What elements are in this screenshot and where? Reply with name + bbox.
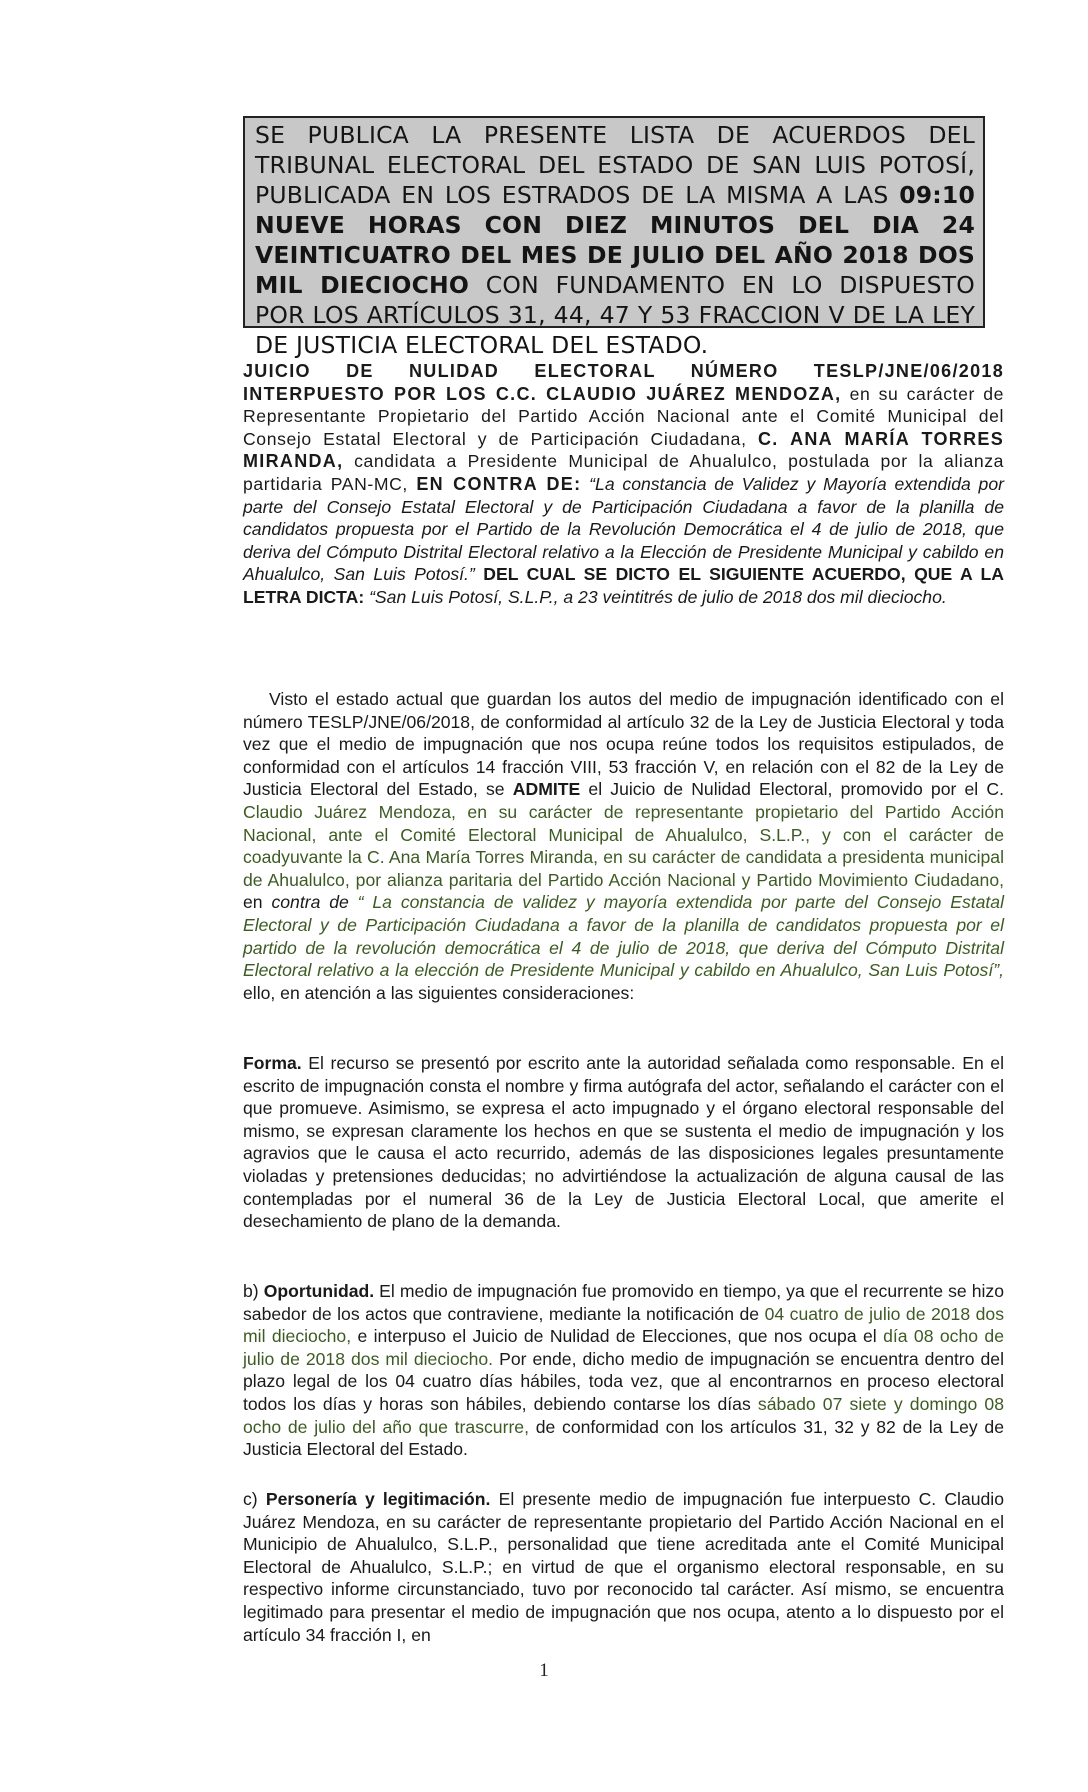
oportunidad-highlight-3: sábado 07 siete y domingo 08 ocho de julio del año que trascurre, [243, 1393, 1004, 1437]
oportunidad-text-c: Por ende, dicho medio de impugnación se encuentra dentro del plazo legal de los 04 cuatro días hábiles, toda vez, que al encontrarnos en proceso electoral todos los días y horas son hábiles, debiendo contarse los días [243, 1348, 1004, 1414]
co-plaintiff-name: C. ANA MARÍA TORRES MIRANDA, [243, 428, 1004, 472]
personeria-prefix: c) [243, 1489, 266, 1509]
oportunidad-highlight-2: día 08 ocho de julio de 2018 dos mil dieciocho. [243, 1326, 1004, 1369]
oportunidad-label: Oportunidad. [263, 1281, 375, 1301]
oportunidad-text-b: e interpuso el Juicio de Nulidad de Elecciones, que nos ocupa el [351, 1326, 884, 1347]
admite-label: ADMITE [512, 779, 581, 800]
contra-de-label: contra de [271, 892, 349, 913]
paragraph-visto [243, 688, 1004, 1004]
paragraph-forma [243, 1052, 1004, 1233]
case-header-paragraph [243, 360, 1004, 609]
case-text-1: en su carácter de Representante Propietario del Partido Acción Nacional ante el Comité Municipal del Consejo Estatal Electoral y de Participación Ciudadana, [243, 383, 1004, 449]
agreement-label: DEL CUAL SE DICTO EL SIGUIENTE ACUERDO, QUE A LA LETRA DICTA: [243, 564, 1004, 607]
paragraph-personeria [243, 1488, 1004, 1646]
visto-highlight-2: “ La constancia de validez y mayoría extendida por parte del Consejo Estatal Electoral y de Participación Ciudadana a favor de la planilla de candidatos propuesta por el partido de la revolución democrática el 4 de julio de 2018, que deriva del Cómputo Distrital Electoral relativo a la elección de Presidente Municipal y cabildo en Ahualulco, San Luis Potosí”, [243, 892, 1004, 981]
visto-text-a: Visto el estado actual que guardan los autos del medio de impugnación identificado con el número TESLP/JNE/06/2018, de conformidad al artículo 32 de la Ley de Justicia Electoral y toda vez que el medio de impugnación que nos ocupa reúne todos los requisitos estipulados, de conformidad con el artículos 14 fracción VIII, 53 fracción V, en relación con el 82 de la Ley de Justicia Electoral del Estado, se [243, 689, 1004, 800]
visto-text-d: ello, en atención a las siguientes consideraciones: [243, 982, 635, 1003]
visto-highlight-1: Claudio Juárez Mendoza, en su carácter de representante propietario del Partido Acción Nacional, ante el Comité Electoral Municipal de Ahualulco, S.L.P., y con el carácter de coadyuvante la C. Ana María Torres Miranda, en su carácter de candidata a presidenta municipal de Ahualulco, por alianza paritaria del Partido Acción Nacional y Partido Movimiento Ciudadano, [243, 801, 1004, 890]
oportunidad-prefix: b) [243, 1281, 264, 1301]
oportunidad-text-d: de conformidad con los artículos 31, 32 y 82 de la Ley de Justicia Electoral del Estado. [243, 1416, 1004, 1460]
personeria-label: Personería y legitimación. [265, 1489, 491, 1509]
visto-text-c: en [243, 892, 272, 913]
case-text-2: candidata a Presidente Municipal de Ahualulco, postulada por la alianza partidaria PAN-MC, [243, 451, 1004, 494]
notice-text-date: 09:10 NUEVE HORAS CON DIEZ MINUTOS DEL DIA 24 VEINTICUATRO DEL MES DE JULIO DEL AÑO 2018 DOS MIL DIECIOCHO [255, 181, 975, 299]
challenged-act-quote: “La constancia de Validez y Mayoría extendida por parte del Consejo Estatal Electoral y de Participación Ciudadana a favor de la planilla de candidatos propuesta por el Partido de la Revolución Democrática el 4 de julio de 2018, que deriva del Cómputo Distrital Electoral relativo a la Elección de Presidente Municipal y cabildo en Ahualulco, San Luis Potosí.” [243, 473, 1004, 585]
case-title: JUICIO DE NULIDAD ELECTORAL NÚMERO TESLP/JNE/06/2018 INTERPUESTO POR LOS C.C. CLAUDIO JUÁREZ MENDOZA, [243, 361, 1004, 404]
publication-notice-box [243, 116, 985, 359]
notice-text-intro: SE PUBLICA LA PRESENTE LISTA DE ACUERDOS DEL TRIBUNAL ELECTORAL DEL ESTADO DE SAN LUIS POTOSÍ, PUBLICADA EN LOS ESTRADOS DE LA MISMA A LAS [255, 121, 975, 209]
visto-text-b: el Juicio de Nulidad Electoral, promovido por el C. [580, 779, 1004, 800]
agreement-date: “San Luis Potosí, S.L.P., a 23 veintitrés de julio de 2018 dos mil dieciocho. [364, 586, 947, 607]
paragraph-oportunidad [243, 1280, 1004, 1461]
page-number: 1 [539, 1660, 549, 1681]
forma-label: Forma. [243, 1053, 302, 1073]
notice-text-basis: CON FUNDAMENTO EN LO DISPUESTO POR LOS ARTÍCULOS 31, 44, 47 Y 53 FRACCION V DE LA LEY DE JUSTICIA ELECTORAL DEL ESTADO. [255, 271, 975, 359]
oportunidad-highlight-1: 04 cuatro de julio de 2018 dos mil dieciocho, [243, 1303, 1004, 1347]
forma-text: El recurso se presentó por escrito ante la autoridad señalada como responsable. En el escrito de impugnación consta el nombre y firma autógrafa del actor, señalando el carácter con el que promueve. Asimismo, se expresa el acto impugnado y el órgano electoral responsable del mismo, se expresan claramente los hechos en que se sustenta el medio de impugnación y los agravios que le causa el acto recurrido, además de las disposiciones legales presuntamente violadas y pretensiones deducidas; no advirtiéndose la actualización de alguna causal de las contempladas por el numeral 36 de la Ley de Justicia Electoral Local, que amerite el desechamiento de plano de la demanda. [243, 1053, 1004, 1232]
oportunidad-text-a: El medio de impugnación fue promovido en tiempo, ya que el recurrente se hizo sabedor de los actos que contraviene, mediante la notificación de [243, 1281, 1004, 1324]
against-label: EN CONTRA DE: [416, 473, 582, 494]
personeria-text: El presente medio de impugnación fue interpuesto C. Claudio Juárez Mendoza, en su carácter de representante propietario del Partido Acción Nacional en el Municipio de Ahualulco, S.L.P., personalidad que tiene acreditada ante el Comité Municipal Electoral de Ahualulco, S.L.P.; en virtud de que el organismo electoral responsable, en su respectivo informe circunstanciado, tuvo por reconocido tal carácter. Así mismo, se encuentra legitimado para presentar el medio de impugnación que nos ocupa, atento a lo dispuesto por el artículo 34 fracción I, en [243, 1489, 1004, 1645]
